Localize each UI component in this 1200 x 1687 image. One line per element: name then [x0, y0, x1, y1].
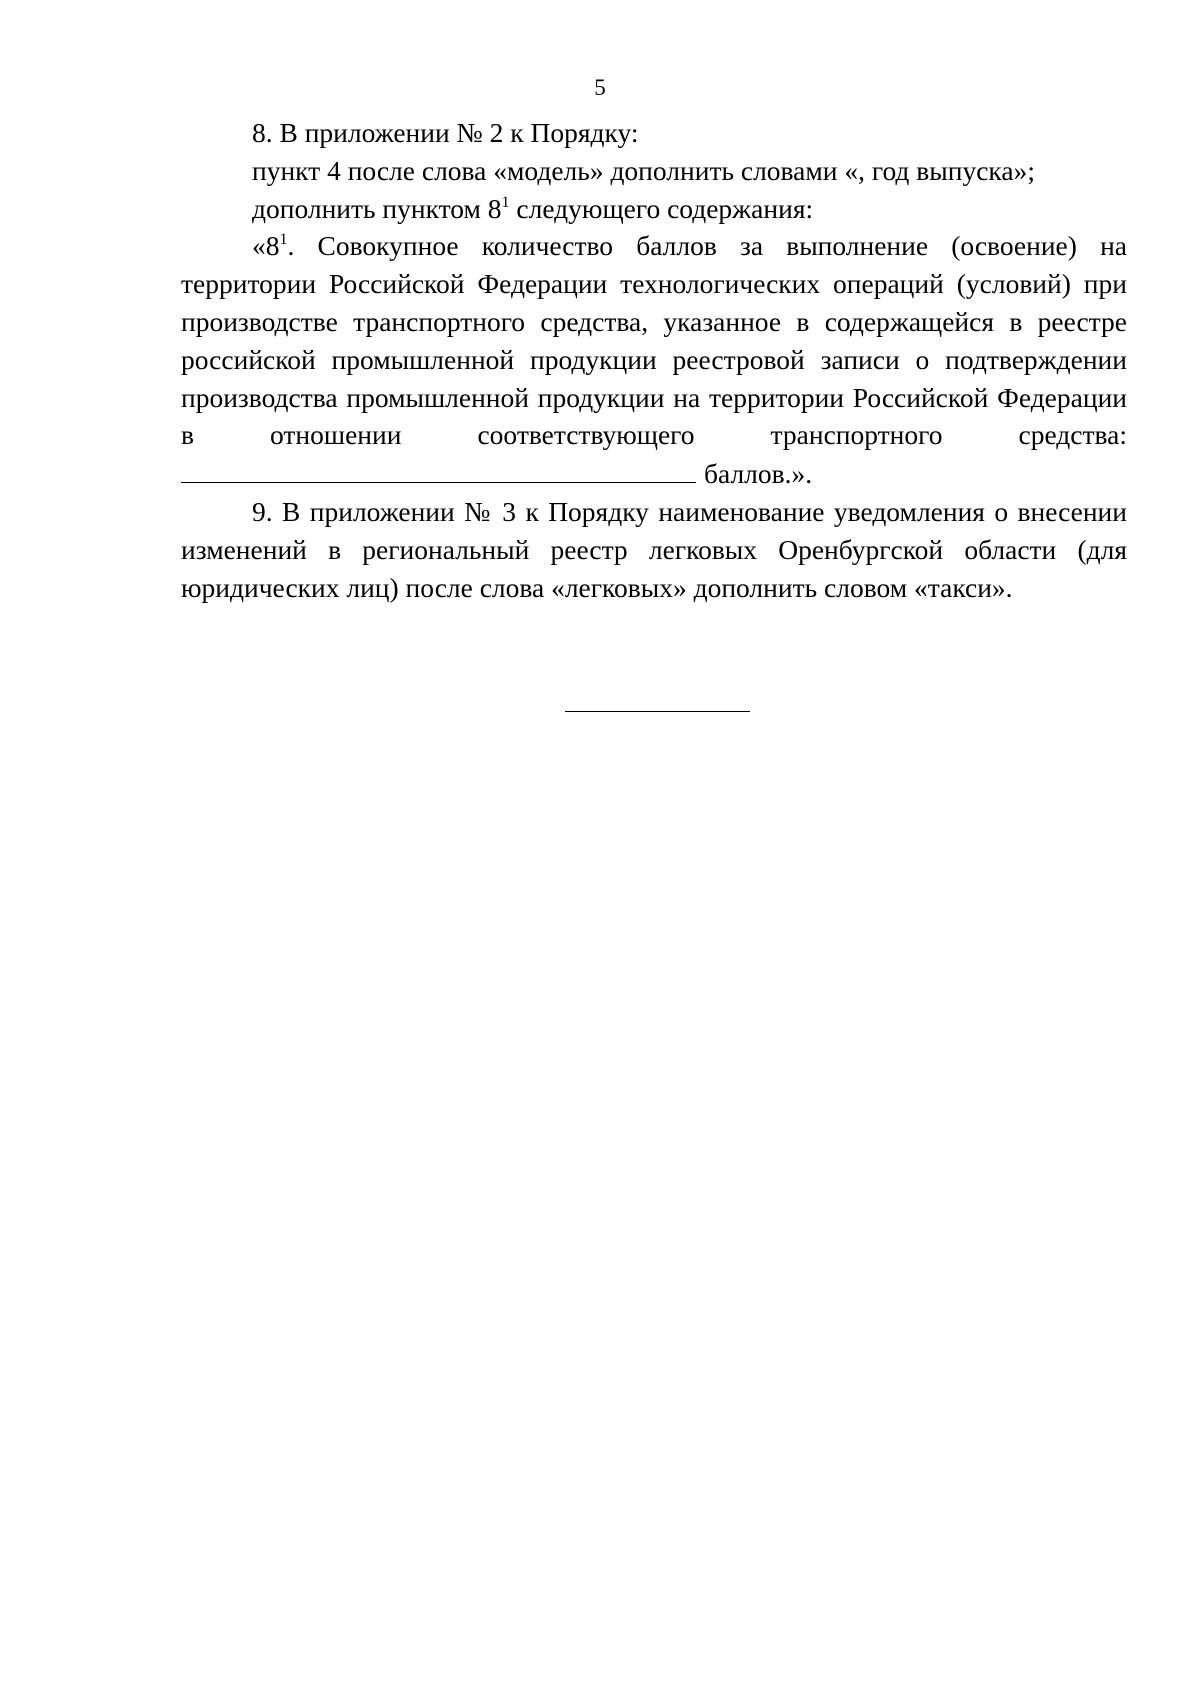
points-blank-row: [181, 454, 1127, 493]
add-point-superscript: 1: [501, 193, 510, 211]
points-blank-line: [181, 454, 696, 483]
quoted-point-superscript: 1: [279, 231, 288, 249]
item-9-paragraph: 9. В приложении № 3 к Порядку наименование уведомления о внесении изменений в региональный реестр легковых Оренбургской области (для юридических лиц) после слова «легковых» дополнить словом «такси».: [181, 495, 1127, 603]
item-8-add-point-line: [181, 190, 1127, 228]
add-point-prefix: дополнить пунктом 8: [252, 192, 502, 224]
document-body: [181, 114, 1127, 606]
item-8-quoted-point: [181, 227, 1127, 454]
page-number: 5: [594, 75, 606, 100]
add-point-suffix: следующего содержания:: [509, 192, 814, 224]
item-8-point-4-amendment: пункт 4 после слова «модель» дополнить словами «, год выпуска»;: [252, 154, 1035, 186]
end-of-document-rule: [565, 711, 750, 712]
item-8-heading: 8. В приложении № 2 к Порядку:: [252, 117, 639, 148]
quoted-point-body: . Совокупное количество баллов за выполнение (освоение) на территории Российской Федерации технологических операций (условий) при производстве транспортного средства, указанное в содержащейся в реестре российской промышленной продукции реестровой записи о подтверждении производства промышленной продукции на территории Российской Федерации в отношении соответствующего транспортного средства:: [181, 230, 1127, 451]
points-unit-text: баллов.».: [704, 458, 813, 490]
quoted-point-open: «8: [252, 230, 280, 262]
